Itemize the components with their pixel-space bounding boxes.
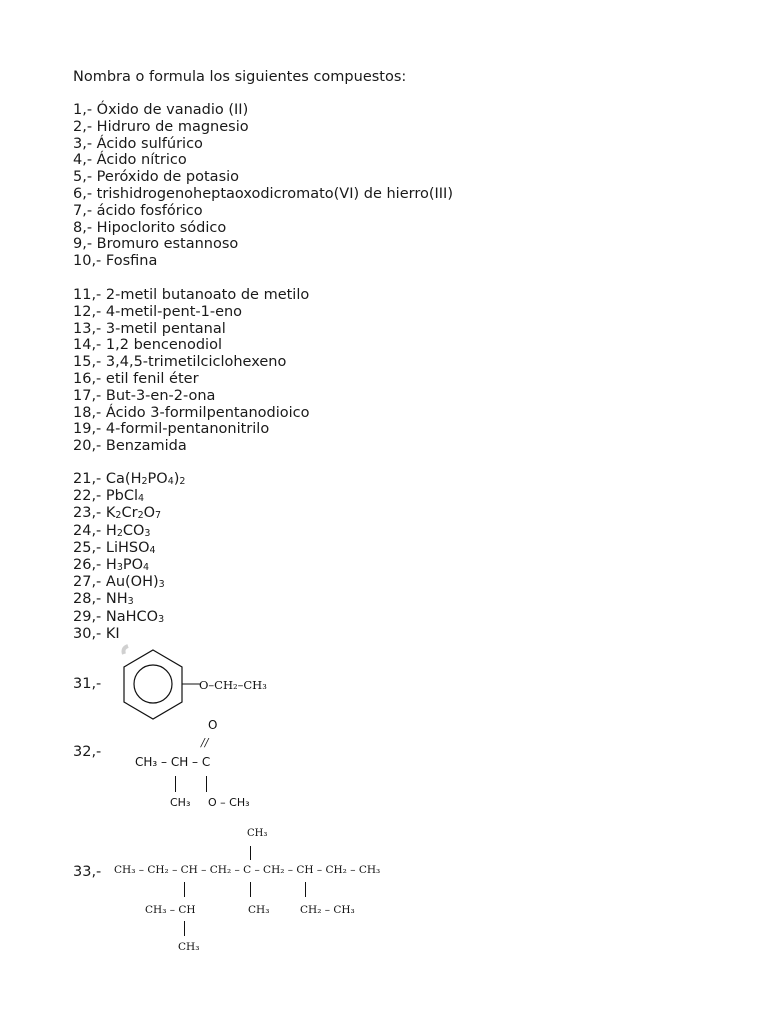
exercise-item: 17,- But-3-en-2-ona <box>73 387 216 404</box>
bond-vertical <box>184 921 185 936</box>
formula-subscript: 3 <box>158 613 165 625</box>
exercise-item: 1,- Óxido de vanadio (II) <box>73 102 249 118</box>
formula-item <box>73 471 185 488</box>
exercise-item: 19,- 4-formil-pentanonitrilo <box>73 421 270 438</box>
formula-item <box>73 540 185 557</box>
benzene-ring-structure <box>118 644 188 730</box>
formula-subscript: 3 <box>158 579 165 591</box>
bond-vertical <box>305 882 306 897</box>
branch-methyl-32: CH₃ <box>170 796 191 809</box>
formula-subscript: 4 <box>149 544 156 556</box>
double-bond: // <box>201 736 209 749</box>
formula-text: PO <box>147 471 168 487</box>
main-chain-33: CH₃ – CH₂ – CH – CH₂ – C – CH₂ – CH – CH₂ – CH₃ <box>114 864 381 876</box>
exercise-item: 8,- Hipoclorito sódico <box>73 219 227 236</box>
formula-text: H <box>105 522 117 539</box>
bond-vertical <box>184 882 185 897</box>
formula-number: 27,- <box>73 574 106 591</box>
formula-subscript: 4 <box>167 476 174 487</box>
formula-number: 30,- <box>73 625 106 642</box>
formula-subscript: 3 <box>127 596 134 608</box>
isopropyl-branch: CH₃ – CH <box>145 904 196 916</box>
main-chain-32: CH₃ – CH – C <box>135 755 211 769</box>
formulas-list <box>73 471 185 643</box>
exercise-heading: Nombra o formula los siguientes compuestos: <box>73 69 407 85</box>
formula-subscript: 2 <box>137 510 144 522</box>
formula-text: Ca(H <box>105 471 142 487</box>
formula-subscript: 4 <box>138 493 145 505</box>
formula-number: 28,- <box>73 591 106 608</box>
formula-text: Cr <box>121 505 138 522</box>
exercise-item: 14,- 1,2 bencenodiol <box>73 337 222 354</box>
formula-subscript: 2 <box>141 476 148 487</box>
exercise-item: 20,- Benzamida <box>73 438 187 455</box>
formula-number: 29,- <box>73 608 106 625</box>
formula-number: 22,- <box>73 488 106 505</box>
exercise-item: 5,- Peróxido de potasio <box>73 169 240 186</box>
formula-number: 25,- <box>73 539 106 556</box>
bond-vertical <box>250 882 251 897</box>
formula-number: 23,- <box>73 505 106 522</box>
exercise-item: 3,- Ácido sulfúrico <box>73 135 203 152</box>
question-32-label: 32,- <box>73 744 102 760</box>
exercise-item: 10,- Fosfina <box>73 253 158 270</box>
formula-item <box>73 505 185 522</box>
formula-subscript: 4 <box>143 561 150 573</box>
carbonyl-oxygen: O <box>208 718 218 732</box>
formula-text: LiHSO <box>105 539 150 556</box>
top-methyl-33: CH₃ <box>247 828 268 839</box>
exercise-item: 7,- ácido fosfórico <box>73 202 203 219</box>
formula-subscript: 2 <box>115 510 122 522</box>
ester-methoxy: O – CH₃ <box>208 796 250 809</box>
formula-text: CO <box>122 522 145 539</box>
ethyl-branch: CH₂ – CH₃ <box>300 904 355 916</box>
formula-text: K <box>105 505 116 522</box>
formula-number: 26,- <box>73 556 106 573</box>
formula-text: O <box>143 505 156 522</box>
formula-item <box>73 488 185 505</box>
formula-text: PbCl <box>105 488 139 505</box>
inorganic-names-list <box>73 102 453 270</box>
formula-item <box>73 626 185 643</box>
formula-text: ) <box>173 471 180 487</box>
exercise-item: 11,- 2-metil butanoato de metilo <box>73 287 310 303</box>
exercise-item: 16,- etil fenil éter <box>73 370 199 387</box>
question-33-label: 33,- <box>73 864 102 880</box>
formula-text: KI <box>105 625 120 642</box>
formula-subscript: 2 <box>179 476 186 487</box>
formula-item <box>73 574 185 591</box>
formula-text: Au(OH) <box>105 574 159 591</box>
formula-number: 24,- <box>73 522 106 539</box>
formula-item <box>73 523 185 540</box>
formula-item <box>73 609 185 626</box>
exercise-item: 15,- 3,4,5-trimetilciclohexeno <box>73 354 287 371</box>
bond-vertical <box>175 776 176 792</box>
ether-substituent: O–CH₂–CH₃ <box>199 678 267 692</box>
formula-text: PO <box>122 556 144 573</box>
bond-vertical <box>206 776 207 792</box>
exercise-item: 18,- Ácido 3-formilpentanodioico <box>73 404 310 421</box>
formula-text: NaHCO <box>105 608 159 625</box>
exercise-item: 9,- Bromuro estannoso <box>73 236 239 253</box>
formula-number: 21,- <box>73 471 106 487</box>
formula-item <box>73 591 185 608</box>
formula-subscript: 7 <box>155 510 162 522</box>
question-31-label: 31,- <box>73 676 102 692</box>
methyl-branch-33: CH₃ <box>248 904 270 916</box>
isopropyl-bottom-methyl: CH₃ <box>178 941 200 953</box>
formula-text: H <box>105 556 117 573</box>
exercise-item: 13,- 3-metil pentanal <box>73 320 226 337</box>
formula-subscript: 3 <box>144 527 151 539</box>
formula-subscript: 2 <box>116 527 123 539</box>
organic-names-list <box>73 287 310 455</box>
bond-vertical <box>250 846 251 860</box>
exercise-item: 4,- Ácido nítrico <box>73 152 187 169</box>
formula-item <box>73 557 185 574</box>
exercise-item: 6,- trishidrogenoheptaoxodicromato(VI) de hierro(III) <box>73 185 453 202</box>
formula-subscript: 3 <box>116 561 123 573</box>
exercise-item: 2,- Hidruro de magnesio <box>73 118 249 135</box>
formula-text: NH <box>105 591 128 608</box>
exercise-item: 12,- 4-metil-pent-1-eno <box>73 303 243 320</box>
